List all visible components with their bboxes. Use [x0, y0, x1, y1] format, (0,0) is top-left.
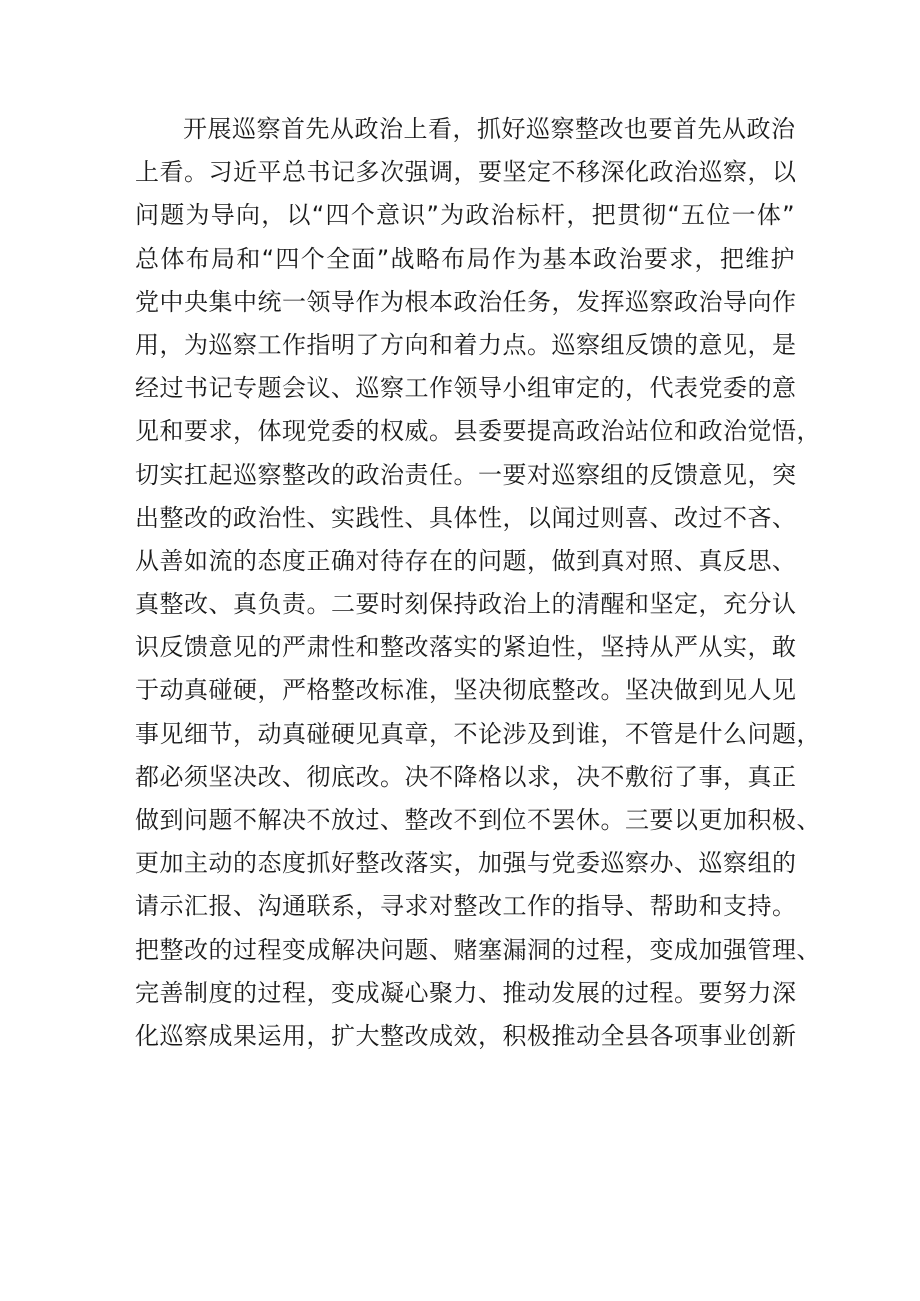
text-line: 化巡察成果运用，扩大整改成效，积极推动全县各项事业创新 [135, 1021, 797, 1050]
text-line: 问题为导向，以“四个意识”为政治标杆，把贯彻“五位一体” [135, 201, 795, 230]
text-line: 事见细节，动真碰硬见真章，不论涉及到谁，不管是什么问题， [135, 719, 821, 748]
body-paragraph [135, 108, 821, 1058]
text-line: 完善制度的过程，变成凝心聚力、推动发展的过程。要努力深 [135, 978, 797, 1007]
text-line: 经过书记专题会议、巡察工作领导小组审定的，代表党委的意 [135, 374, 797, 403]
text-line: 于动真碰硬，严格整改标准，坚决彻底整改。坚决做到见人见 [135, 676, 797, 705]
text-line: 识反馈意见的严肃性和整改落实的紧迫性，坚持从严从实，敢 [135, 633, 797, 662]
text-line: 党中央集中统一领导作为根本政治任务，发挥巡察政治导向作 [135, 287, 797, 316]
text-line: 用，为巡察工作指明了方向和着力点。巡察组反馈的意见，是 [135, 330, 797, 359]
text-line: 上看。习近平总书记多次强调，要坚定不移深化政治巡察，以 [135, 158, 797, 187]
text-line: 更加主动的态度抓好整改落实，加强与党委巡察办、巡察组的 [135, 849, 797, 878]
text-line: 总体布局和“四个全面”战略布局作为基本政治要求，把维护 [135, 244, 795, 273]
text-line: 开展巡察首先从政治上看，抓好巡察整改也要首先从政治 [183, 115, 796, 143]
text-line: 出整改的政治性、实践性、具体性，以闻过则喜、改过不吝、 [135, 503, 797, 532]
text-line: 见和要求，体现党委的权威。县委要提高政治站位和政治觉悟， [135, 417, 821, 446]
text-line: 做到问题不解决不放过、整改不到位不罢休。三要以更加积极、 [135, 806, 821, 834]
text-line: 从善如流的态度正确对待存在的问题，做到真对照、真反思、 [135, 546, 797, 575]
text-line: 真整改、真负责。二要时刻保持政治上的清醒和坚定，充分认 [135, 590, 797, 619]
text-line: 把整改的过程变成解决问题、赌塞漏洞的过程，变成加强管理、 [135, 935, 821, 964]
text-line: 都必须坚决改、彻底改。决不降格以求，决不敷衍了事，真正 [135, 762, 797, 791]
text-line: 切实扛起巡察整改的政治责任。一要对巡察组的反馈意见，突 [135, 460, 797, 489]
text-line: 请示汇报、沟通联系，寻求对整改工作的指导、帮助和支持。 [135, 892, 797, 921]
